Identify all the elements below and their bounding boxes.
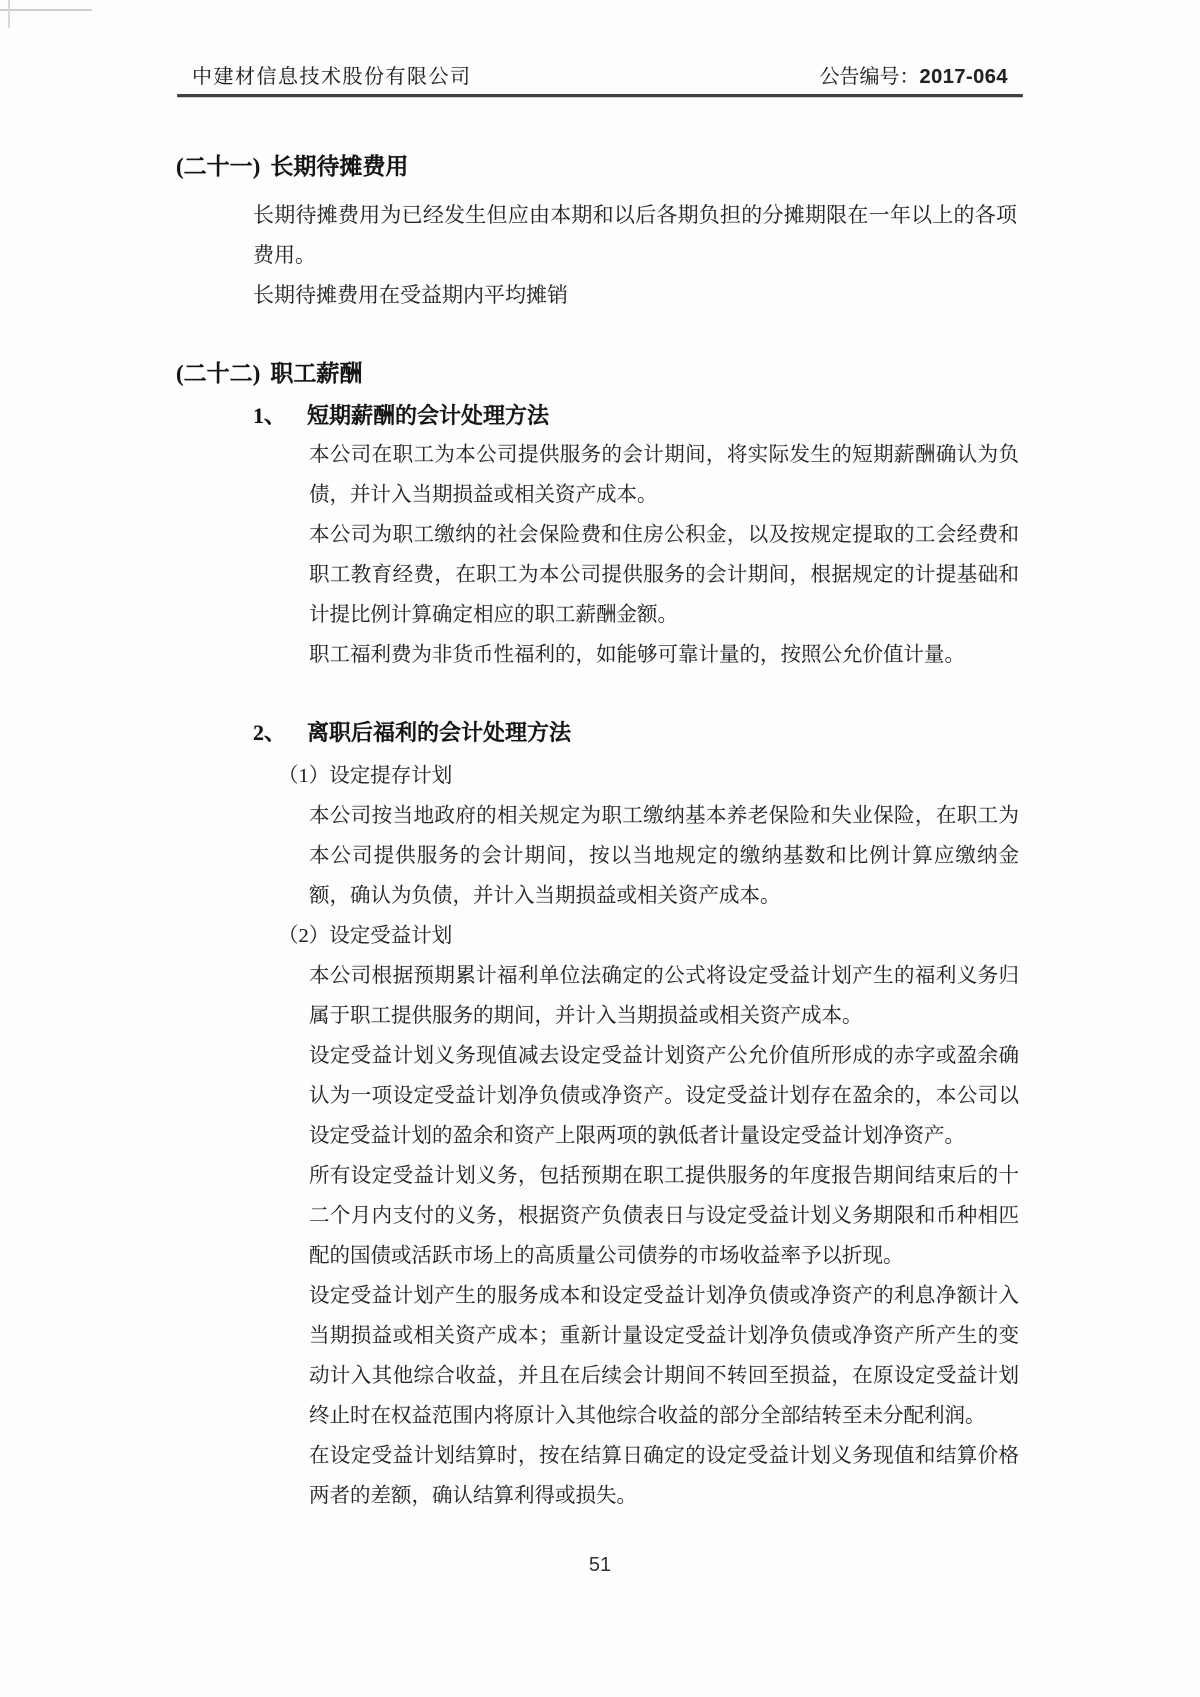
subsection-2 bbox=[253, 718, 1017, 1516]
paragraph: 设定受益计划产生的服务成本和设定受益计划净负债或净资产的利息净额计入当期损益或相关资产成本；重新计量设定受益计划净负债或净资产所产生的变动计入其他综合收益，并且在后续会计期间不转回至损益，在原设定受益计划终止时在权益范围内将原计入其他综合收益的部分全部结转至未分配利润。 bbox=[309, 1285, 1019, 1427]
section-label: (二十二) bbox=[176, 361, 261, 386]
subsection-number: 2、 bbox=[253, 720, 287, 745]
page-number: 51 bbox=[588, 1554, 612, 1576]
section-label: (二十一) bbox=[176, 154, 261, 179]
subsection-2-body bbox=[278, 756, 1019, 1516]
section-21-body bbox=[253, 195, 1017, 315]
paragraph: 本公司根据预期累计福利单位法确定的公式将设定受益计划产生的福利义务归属于职工提供服务的期间，并计入当期损益或相关资产成本。 bbox=[309, 965, 1019, 1027]
subsection-number: 1、 bbox=[253, 403, 287, 428]
subsection-title: 离职后福利的会计处理方法 bbox=[307, 720, 572, 745]
scan-artifact bbox=[0, 9, 92, 11]
paragraph: 本公司为职工缴纳的社会保险费和住房公积金，以及按规定提取的工会经费和职工教育经费，在职工为本公司提供服务的会计期间，根据规定的计提基础和计提比例计算确定相应的职工薪酬金额。 bbox=[309, 524, 1019, 626]
document-content bbox=[176, 0, 1017, 1516]
subsection-1 bbox=[253, 401, 1017, 675]
plan-subheading: （1）设定提存计划 bbox=[278, 765, 453, 787]
paragraph: 本公司在职工为本公司提供服务的会计期间，将实际发生的短期薪酬确认为负债，并计入当期损益或相关资产成本。 bbox=[309, 444, 1019, 506]
subsection-title: 短期薪酬的会计处理方法 bbox=[307, 403, 550, 428]
paragraph: 在设定受益计划结算时，按在结算日确定的设定受益计划义务现值和结算价格两者的差额，确认结算利得或损失。 bbox=[309, 1445, 1019, 1507]
section-heading-21 bbox=[176, 152, 1017, 182]
paragraph: 长期待摊费用为已经发生但应由本期和以后各期负担的分摊期限在一年以上的各项费用。 bbox=[253, 203, 1017, 267]
paragraph: 职工福利费为非货币性福利的，如能够可靠计量的，按照公允价值计量。 bbox=[309, 644, 965, 666]
section-title: 长期待摊费用 bbox=[270, 154, 409, 179]
plan-subheading: （2）设定受益计划 bbox=[278, 925, 453, 947]
notice-number: 2017-064 bbox=[919, 66, 1008, 88]
paragraph: 长期待摊费用在受益期内平均摊销 bbox=[253, 283, 568, 307]
section-title: 职工薪酬 bbox=[270, 361, 363, 386]
paragraph: 本公司按当地政府的相关规定为职工缴纳基本养老保险和失业保险，在职工为本公司提供服务的会计期间，按以当地规定的缴纳基数和比例计算应缴纳金额，确认为负债，并计入当期损益或相关资产成本。 bbox=[309, 805, 1019, 907]
paragraph: 所有设定受益计划义务，包括预期在职工提供服务的年度报告期间结束后的十二个月内支付的义务，根据资产负债表日与设定受益计划义务期限和币种相匹配的国债或活跃市场上的高质量公司债券的市场收益率予以折现。 bbox=[309, 1165, 1019, 1267]
paragraph: 设定受益计划义务现值减去设定受益计划资产公允价值所形成的赤字或盈余确认为一项设定受益计划净负债或净资产。设定受益计划存在盈余的，本公司以设定受益计划的盈余和资产上限两项的孰低者计量设定受益计划净资产。 bbox=[309, 1045, 1019, 1147]
subsection-1-body bbox=[309, 435, 1019, 675]
subsection-2-heading bbox=[253, 718, 1017, 748]
notice-label: 公告编号： bbox=[819, 66, 920, 88]
header-company-name: 中建材信息技术股份有限公司 bbox=[192, 66, 472, 88]
section-heading-22 bbox=[176, 359, 1017, 389]
subsection-1-heading bbox=[253, 401, 1017, 431]
scan-artifact bbox=[8, 0, 10, 28]
